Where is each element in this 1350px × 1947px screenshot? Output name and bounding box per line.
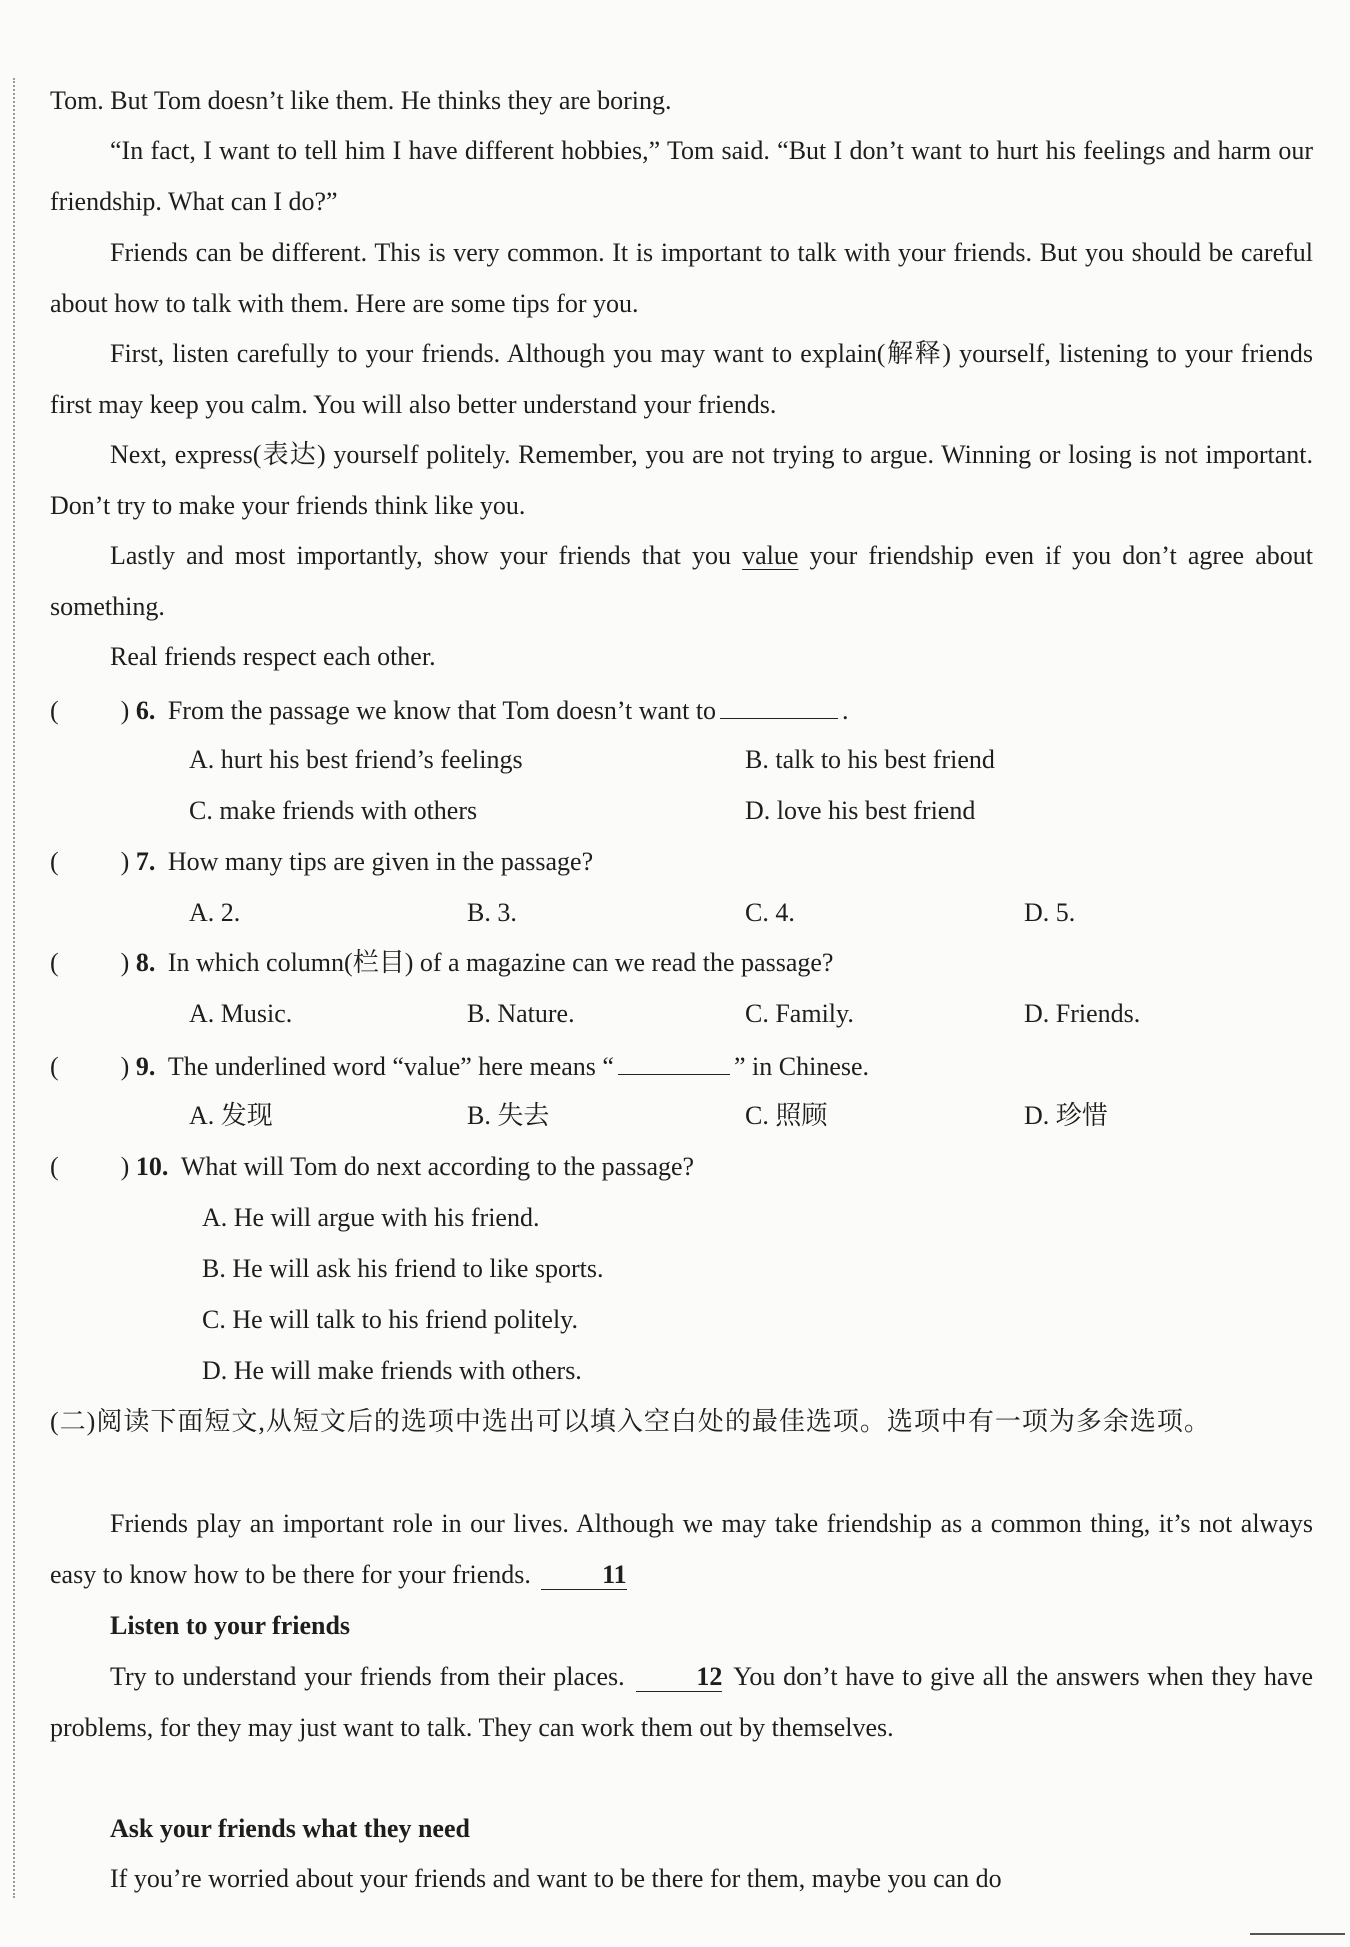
gap-11[interactable]: 11 xyxy=(541,1561,627,1590)
subheading: Ask your friends what they need xyxy=(110,1814,470,1843)
question-stem-end: ” in Chinese. xyxy=(733,1052,870,1081)
passage-line: Tom. But Tom doesn’t like them. He thinks they are boring. xyxy=(50,86,672,115)
option[interactable]: D. 珍惜 xyxy=(1024,1101,1108,1130)
question-8 xyxy=(50,946,833,980)
passage-paragraph xyxy=(50,1651,1313,1753)
underlined-word: value xyxy=(742,541,799,570)
question-10 xyxy=(50,1150,694,1184)
subheading: Listen to your friends xyxy=(110,1611,351,1640)
footer-rule xyxy=(1250,1933,1345,1935)
fill-blank[interactable] xyxy=(618,1048,730,1075)
answer-paren-open: ( xyxy=(50,847,59,876)
option[interactable]: B. 3. xyxy=(467,898,517,927)
answer-paren-close: ) xyxy=(120,696,130,725)
section-instruction: (二)阅读下面短文,从短文后的选项中选出可以填入空白处的最佳选项。选项中有一项为多余选项。 xyxy=(50,1407,1211,1436)
passage-text: Try to understand your friends from their places. xyxy=(110,1662,625,1691)
option[interactable]: D. He will make friends with others. xyxy=(202,1356,582,1385)
question-stem: From the passage we know that Tom doesn’t want to xyxy=(167,696,717,725)
option[interactable]: A. Music. xyxy=(189,999,293,1028)
answer-paren-close: ) xyxy=(120,1052,130,1081)
option[interactable]: B. Nature. xyxy=(467,999,575,1028)
passage-paragraph: Next, express(表达) yourself politely. Remember, you are not trying to argue. Winning or losing is not important. Don’t try to make your friends think like you. xyxy=(50,440,1313,520)
option[interactable]: A. hurt his best friend’s feelings xyxy=(189,745,523,774)
question-number: 10. xyxy=(135,1152,169,1181)
option[interactable]: B. talk to his best friend xyxy=(745,745,995,774)
question-stem: How many tips are given in the passage? xyxy=(167,847,594,876)
option[interactable]: C. 4. xyxy=(745,898,795,927)
passage-text: your friendship even if you don’t agree about something. xyxy=(50,541,1313,621)
passage-text: You don’t have to give all the answers when they have problems, for they may just want to talk. They can work them out by themselves. xyxy=(50,1662,1314,1742)
option[interactable]: D. 5. xyxy=(1024,898,1076,927)
answer-paren-close: ) xyxy=(120,948,130,977)
question-stem: The underlined word “value” here means “ xyxy=(167,1052,614,1081)
answer-paren-close: ) xyxy=(120,1152,130,1181)
option[interactable]: A. He will argue with his friend. xyxy=(202,1203,540,1232)
passage-paragraph: Real friends respect each other. xyxy=(110,642,436,671)
question-9 xyxy=(50,1048,869,1084)
passage-paragraph: If you’re worried about your friends and want to be there for them, maybe you can do xyxy=(110,1864,1002,1893)
option[interactable]: C. Family. xyxy=(745,999,854,1028)
answer-paren-open: ( xyxy=(50,696,59,725)
answer-paren-open: ( xyxy=(50,1052,59,1081)
option[interactable]: C. make friends with others xyxy=(189,796,478,825)
answer-paren-open: ( xyxy=(50,1152,59,1181)
question-stem: In which column(栏目) of a magazine can we read the passage? xyxy=(167,948,834,977)
answer-paren-open: ( xyxy=(50,948,59,977)
option[interactable]: A. 2. xyxy=(189,898,241,927)
passage-paragraph xyxy=(50,530,1313,632)
question-number: 8. xyxy=(135,948,156,977)
passage-paragraph xyxy=(50,1498,1313,1600)
option[interactable]: A. 发现 xyxy=(189,1101,273,1130)
margin-rule xyxy=(13,78,15,1898)
question-stem: What will Tom do next according to the passage? xyxy=(180,1152,695,1181)
question-6 xyxy=(50,692,849,728)
passage-text: Friends play an important role in our lives. Although we may take friendship as a common thing, it’s not always easy to know how to be there for your friends. xyxy=(50,1509,1313,1589)
option[interactable]: C. 照顾 xyxy=(745,1101,828,1130)
option[interactable]: B. 失去 xyxy=(467,1101,550,1130)
question-number: 7. xyxy=(135,847,156,876)
question-7 xyxy=(50,845,593,879)
passage-paragraph: First, listen carefully to your friends. Although you may want to explain(解释) yourself, listening to your friends first may keep you calm. You will also better understand your friends. xyxy=(50,339,1313,419)
fill-blank[interactable] xyxy=(720,692,838,719)
option[interactable]: D. love his best friend xyxy=(745,796,976,825)
question-stem-end: . xyxy=(842,696,849,725)
option[interactable]: B. He will ask his friend to like sports. xyxy=(202,1254,604,1283)
question-number: 9. xyxy=(135,1052,156,1081)
passage-paragraph: Friends can be different. This is very common. It is important to talk with your friends. But you should be careful about how to talk with them. Here are some tips for you. xyxy=(50,238,1313,318)
option[interactable]: D. Friends. xyxy=(1024,999,1141,1028)
option[interactable]: C. He will talk to his friend politely. xyxy=(202,1305,578,1334)
passage-text: Lastly and most importantly, show your friends that you xyxy=(110,541,743,570)
passage-paragraph: “In fact, I want to tell him I have different hobbies,” Tom said. “But I don’t want to hurt his feelings and harm our friendship. What can I do?” xyxy=(50,136,1313,216)
question-number: 6. xyxy=(135,696,156,725)
answer-paren-close: ) xyxy=(120,847,130,876)
gap-12[interactable]: 12 xyxy=(636,1663,722,1692)
